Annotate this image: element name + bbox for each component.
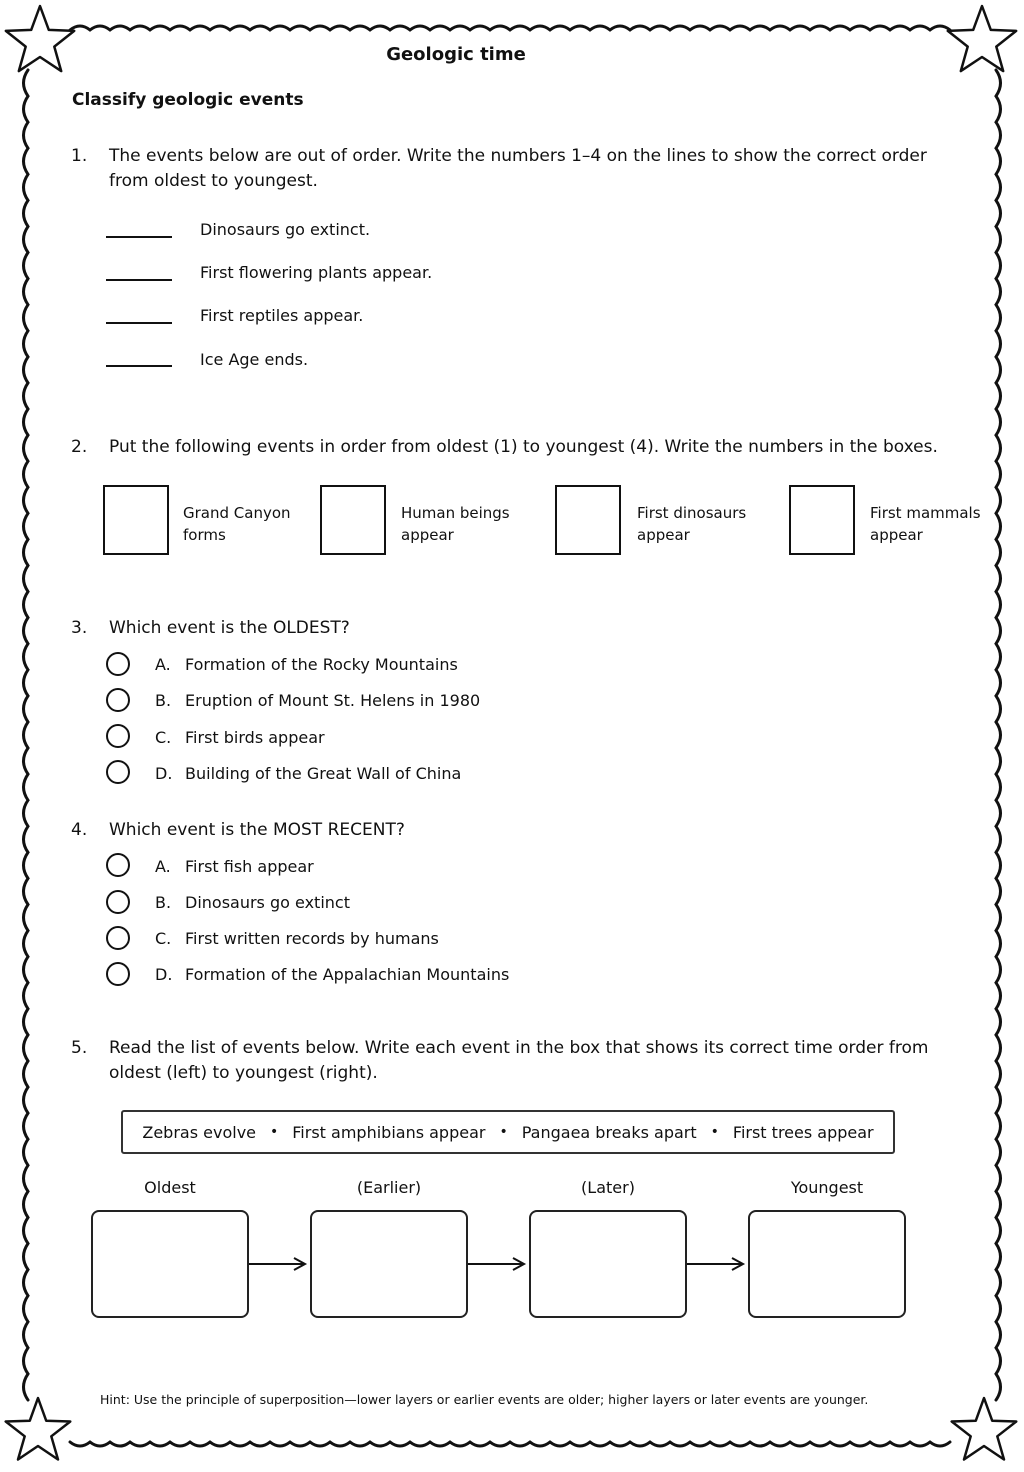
q4-option-b: Dinosaurs go extinct [185, 893, 350, 912]
hint-text: Hint: Use the principle of superposition—lower layers or earlier events are older; higher layers or later events are younger. [100, 1392, 869, 1407]
q1-text-line1: The events below are out of order. Write the numbers 1–4 on the lines to show the correct order [109, 146, 927, 166]
order-label-1-line1: Grand Canyon [183, 504, 291, 522]
q3-text: Which event is the OLDEST? [109, 618, 350, 638]
column-header-youngest: Youngest [790, 1178, 864, 1197]
q4-text: Which event is the MOST RECENT? [109, 820, 405, 840]
q5-text-line1: Read the list of events below. Write each event in the box that shows its correct time order from [109, 1038, 929, 1058]
q3-letter-a: A. [155, 655, 171, 674]
q4-option-a: First fish appear [185, 857, 314, 876]
q1-item-2: First flowering plants appear. [200, 263, 433, 282]
q4-letter-b: B. [155, 893, 172, 912]
q2-text: Put the following events in order from oldest (1) to youngest (4). Write the numbers in the boxes. [109, 437, 938, 457]
section-title: Classify geologic events [72, 90, 304, 110]
column-header-later: (Later) [581, 1178, 635, 1197]
bullet-separator: • [710, 1124, 719, 1140]
q4-number: 4. [71, 820, 88, 840]
page-title: Geologic time [386, 44, 526, 65]
order-label-2-line2: appear [401, 526, 454, 544]
q3-option-c: First birds appear [185, 728, 325, 747]
q1-text-line2: from oldest to youngest. [109, 171, 318, 191]
q3-letter-b: B. [155, 691, 172, 710]
q1-number: 1. [71, 146, 88, 166]
q4-option-d: Formation of the Appalachian Mountains [185, 965, 510, 984]
column-header-earlier: (Earlier) [356, 1178, 422, 1197]
order-label-4-line1: First mammals [870, 504, 981, 522]
order-label-2-line1: Human beings [401, 504, 510, 522]
order-label-4-line2: appear [870, 526, 923, 544]
bullet-separator: • [499, 1124, 508, 1140]
q1-item-1: Dinosaurs go extinct. [200, 220, 371, 239]
order-label-3-line2: appear [637, 526, 690, 544]
q4-letter-a: A. [155, 857, 171, 876]
word-bank-item: Zebras evolve [142, 1122, 256, 1142]
q3-letter-c: C. [155, 728, 172, 747]
q4-option-c: First written records by humans [185, 929, 439, 948]
q3-option-a: Formation of the Rocky Mountains [185, 655, 458, 674]
bullet-separator: • [270, 1124, 279, 1140]
column-header-oldest: Oldest [144, 1178, 196, 1197]
word-bank-item: First trees appear [732, 1122, 874, 1142]
q3-option-d: Building of the Great Wall of China [185, 764, 462, 783]
q1-item-4: Ice Age ends. [200, 350, 309, 369]
order-label-1-line2: forms [183, 526, 226, 544]
word-bank-item: Pangaea breaks apart [521, 1122, 697, 1142]
q5-text-line2: oldest (left) to youngest (right). [109, 1063, 378, 1083]
q3-letter-d: D. [155, 764, 173, 783]
q4-letter-c: C. [155, 929, 172, 948]
order-label-3-line1: First dinosaurs [637, 504, 747, 522]
q5-number: 5. [71, 1038, 88, 1058]
q2-number: 2. [71, 437, 88, 457]
word-bank-item: First amphibians appear [292, 1122, 486, 1142]
q3-number: 3. [71, 618, 88, 638]
q3-option-b: Eruption of Mount St. Helens in 1980 [185, 691, 481, 710]
q4-letter-d: D. [155, 965, 173, 984]
q1-item-3: First reptiles appear. [200, 306, 364, 325]
